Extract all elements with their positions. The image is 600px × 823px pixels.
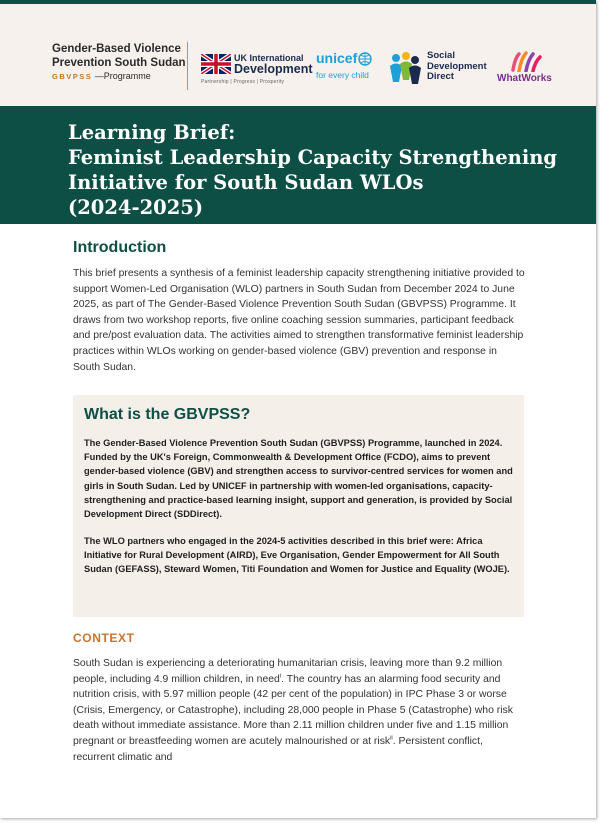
context-text-1: South Sudan is experiencing a deteriorating humanitarian crisis, leaving more than 9.2 million people, including 4.9 million children, in need — [73, 658, 503, 685]
gbvpss-paragraph-2: The WLO partners who engaged in the 2024-5 activities described in this brief were: Africa Initiative for Rural Development (AIRD), Eve Organisation, Gender Empowerment for All South Sudan (GEFASS), Steward Women, Titi Foundation and Women for Justice and Equality (WOJE). — [84, 536, 510, 575]
uk-development-logo — [201, 52, 313, 88]
context-heading: CONTEXT — [73, 631, 135, 645]
title-line-2: Feminist Leadership Capacity Strengthening — [68, 146, 558, 169]
introduction-heading: Introduction — [73, 239, 167, 256]
sddirect-wordmark — [427, 51, 487, 83]
gbvpss-info-box — [73, 395, 524, 617]
gbvpss-paragraph-1: The Gender-Based Violence Prevention South Sudan (GBVPSS) Programme, launched in 2024. Funded by the UK's Foreign, Commonwealth & Development Office (FCDO), aims to prevent gender-based violence (GBV) and strengthen access to survivor-centred services for women and girls in South Sudan. Led by UNICEF in partnership with women-led organisations, capacity-strengthening and practice-based learning insight, support and generation, is provided by Social Development Direct (SDDirect). — [84, 438, 513, 520]
unicef-globe-icon — [358, 52, 372, 66]
footnote-ref-1[interactable]: i — [279, 673, 282, 680]
ukd-main-text: Development — [234, 62, 313, 76]
whatworks-logo — [497, 50, 561, 88]
unicef-wordmark: unicef — [316, 50, 358, 66]
title-band — [0, 106, 596, 224]
brand-line-2: Prevention South Sudan — [52, 57, 186, 69]
context-text-2: . The country has an alarming food security and nutrition crisis, with 5.97 million people (42 per cent of the population) in IPC Phase 3 or worse (Crisis, Emergency, or Catastrophe), including 28,000 people in Phase 5 (Catastrophe) who risk death without immediate assistance. More than 2.11 million children under five and 1.15 million pregnant or breastfeeding women are acutely malnourished or at risk — [73, 673, 513, 747]
sdd-line-3: Direct — [427, 71, 454, 82]
unicef-tagline: for every child — [316, 70, 369, 80]
page-title — [68, 120, 568, 220]
context-text-3: . Persistent conflict, recurrent climatic and — [73, 735, 483, 763]
logo-header — [0, 4, 596, 106]
title-line-4: (2024-2025) — [68, 196, 204, 219]
title-line-1: Learning Brief: — [68, 121, 236, 144]
whatworks-wordmark: WhatWorks — [497, 73, 552, 84]
unicef-logo — [316, 50, 378, 84]
union-flag-icon — [201, 54, 231, 74]
title-line-3: Initiative for South Sudan WLOs — [68, 171, 424, 194]
logo-divider — [187, 42, 188, 90]
introduction-section — [73, 238, 525, 375]
ukd-tagline: Partnership | Progress | Prosperity — [201, 79, 285, 85]
brand-programme: GBVPSS —Programme — [52, 71, 151, 81]
sddirect-logo — [387, 50, 495, 88]
brand-acronym: GBVPSS — [52, 72, 93, 81]
whatworks-burst-icon — [509, 50, 545, 72]
introduction-body: This brief presents a synthesis of a feminist leadership capacity strengthening initiative provided to support Women-Led Organisation (WLO) partners in South Sudan from December 2024 to June 2025, as part of The Gender-Based Violence Prevention South Sudan (GBVPSS) Programme. It draws from two workshop reports, five online coaching session summaries, participant feedback and pre/post evaluation data. The activities aimed to strengthen transformative feminist leadership practices within WLOs working on gender-based violence (GBV) prevention and response in South Sudan. — [73, 268, 525, 373]
sdd-line-2: Development — [427, 60, 487, 72]
footnote-ref-2[interactable]: ii — [390, 735, 393, 742]
gbvpss-logo — [52, 42, 186, 83]
people-icon — [387, 52, 423, 86]
sdd-line-1: Social — [427, 50, 455, 61]
context-body — [73, 656, 525, 765]
brand-line-1: Gender-Based Violence — [52, 43, 181, 55]
ukd-top-text: UK International — [234, 53, 304, 63]
gbvpss-heading: What is the GBVPSS? — [84, 406, 251, 423]
brand-programme-word: Programme — [103, 71, 151, 81]
